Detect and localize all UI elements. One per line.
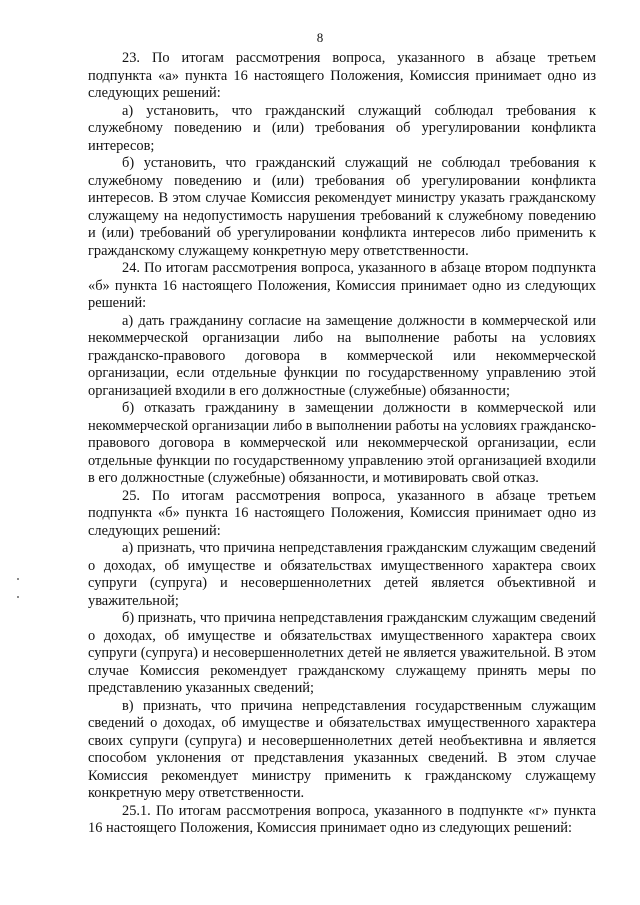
paragraph-25-v: в) признать, что причина непредставления государственным служащим сведений о доходах, об имуществе и обязательствах имущественного характера своих супруги (супруга) и несовершеннолетних детей необъективна и является способом уклонения от представления указанных сведений. В этом случае Комиссия рекомендует министру применить к гражданскому служащему конкретную меру ответственности.	[88, 697, 596, 801]
paragraph-25-b: б) признать, что причина непредставления гражданским служащим сведений о доходах, об имуществе и обязательствах имущественного характера своих супруги (супруга) и несовершеннолетних детей не является уважительной. В этом случае Комиссия рекомендует гражданскому служащему принять меры по представлению указанных сведений;	[88, 610, 596, 696]
scan-mark	[17, 596, 19, 598]
scan-mark	[17, 578, 19, 580]
paragraph-23-a: а) установить, что гражданский служащий соблюдал требования к служебному поведению и (или) требования об урегулировании конфликта интересов;	[88, 102, 596, 154]
paragraph-24: 24. По итогам рассмотрения вопроса, указанного в абзаце втором подпункта «б» пункта 16 настоящего Положения, Комиссия принимает одно из следующих решений:	[88, 260, 596, 311]
paragraph-23: 23. По итогам рассмотрения вопроса, указанного в абзаце третьем подпункта «а» пункта 16 настоящего Положения, Комиссия принимает одно из следующих решений:	[88, 50, 596, 101]
paragraph-25-a: а) признать, что причина непредставления гражданским служащим сведений о доходах, об имуществе и обязательствах имущественного характера своих супруги (супруга) и несовершеннолетних детей является объективной и уважительной;	[88, 540, 596, 609]
paragraph-24-b: б) отказать гражданину в замещении должности в коммерческой или некоммерческой организации либо в выполнении работы на условиях гражданско-правового договора в коммерческой или некоммерческой организации, если отдельные функции по государственному управлению этой организацией входили в его должностные (служебные) обязанности, и мотивировать свой отказ.	[88, 400, 596, 486]
document-body	[88, 50, 596, 838]
paragraph-23-b: б) установить, что гражданский служащий не соблюдал требования к служебному поведению и (или) требования об урегулировании конфликта интересов. В этом случае Комиссия рекомендует министру указать гражданскому служащему на недопустимость нарушения требований к служебному поведению и (или) требований об урегулировании конфликта интересов либо применить к гражданскому служащему конкретную меру ответственности.	[88, 155, 596, 259]
paragraph-25: 25. По итогам рассмотрения вопроса, указанного в абзаце третьем подпункта «б» пункта 16 настоящего Положения, Комиссия принимает одно из следующих решений:	[88, 487, 596, 539]
page-number: 8	[316, 30, 324, 45]
paragraph-24-a: а) дать гражданину согласие на замещение должности в коммерческой или некоммерческой организации либо на выполнение работы на условиях гражданско-правового договора в коммерческой или некоммерческой организации, если отдельные функции по государственному управлению этой организацией входили в его должностные (служебные) обязанности;	[88, 312, 596, 399]
paragraph-25-1: 25.1. По итогам рассмотрения вопроса, указанного в подпункте «г» пункта 16 настоящего Положения, Комиссия принимает одно из следующих решений:	[88, 802, 596, 836]
